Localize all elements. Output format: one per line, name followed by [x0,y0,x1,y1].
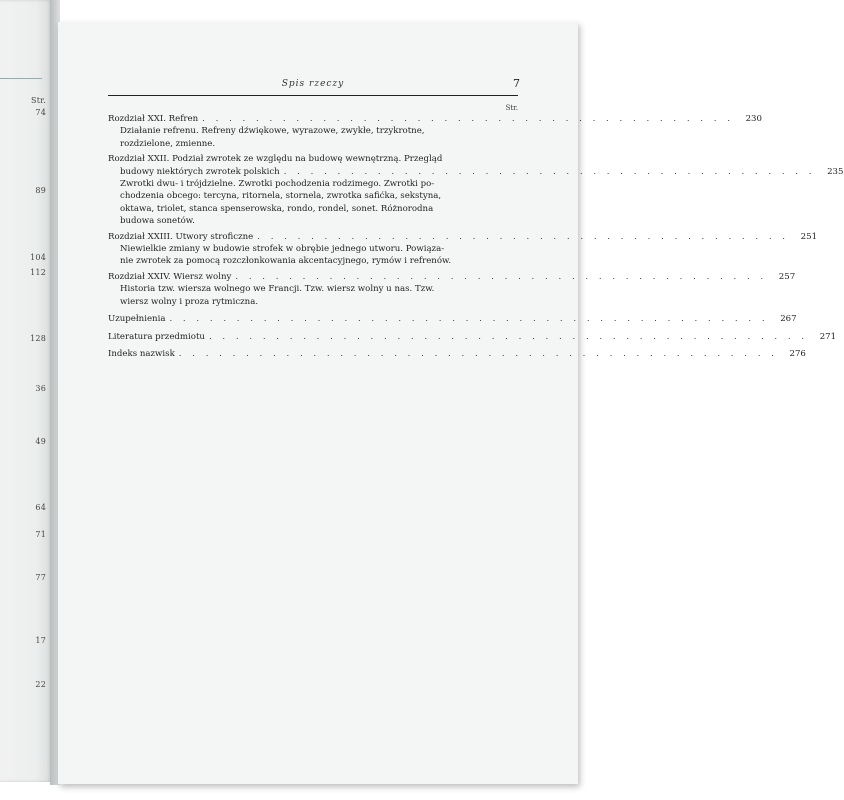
toc-entry-page: 251 [800,231,818,242]
table-of-contents [108,113,844,363]
toc-entry-page: 230 [745,114,762,124]
toc-entry-page: 267 [780,314,797,325]
description-line: budowa sonetów. [120,216,195,227]
description-line: nie zwrotek za pomocą rozczłonkowania akcentacyjnego, rymów i refrenów. [120,256,452,267]
left-page-edge [0,0,52,782]
description-line: Niewielkie zmiany w budowie strofek w obrębie jednego utworu. Powiąza- [120,244,445,255]
description-line: Zwrotki dwu- i trójdzielne. Zwrotki pochodzenia rodzimego. Zwrotki po- [120,179,435,190]
toc-entry [108,348,806,360]
page-column-label: Str. [505,104,518,112]
toc-entry-page: 271 [819,331,837,342]
left-page-number: 36 [35,384,46,393]
toc-entry-title: Rozdział XXI. Refren [108,114,199,124]
toc-entry-description [108,125,518,150]
left-page-number: 22 [35,680,46,689]
left-page-number: 128 [30,334,46,343]
toc-entry [108,113,762,150]
toc-entry [108,331,837,343]
left-page-number: 77 [35,573,46,582]
left-page-rule [0,78,42,79]
toc-entry-heading-first [108,153,518,165]
left-page-number: 49 [35,437,46,446]
toc-entry-title: Rozdział XXIV. Wiersz wolny [108,271,232,282]
leader-dots: . . . . . . . . . . . . . . . . . . . . . . . . . . . . . . . . . . . . . . . . [235,271,768,282]
toc-entry-heading [108,231,818,243]
toc-entry-heading [108,166,844,178]
toc-entry-title: Literatura przedmiotu [108,331,205,342]
left-page-number: 71 [35,530,46,539]
toc-entry-description [108,178,518,228]
toc-entry-heading [108,271,796,283]
description-line: oktawa, triolet, stanca spenserowska, rondo, rondel, sonet. Różnorodna [120,203,434,214]
toc-entry-title: Uzupełnienia [108,314,166,325]
header-title: Spis rzeczy [281,79,345,89]
running-header [108,79,518,96]
left-page-number: 112 [30,268,46,277]
header-page-number: 7 [513,77,520,90]
leader-dots: . . . . . . . . . . . . . . . . . . . . . . . . . . . . . . . . . . . . . . . . . . . . . [178,348,778,359]
description-line: Historia tzw. wiersza wolnego we Francji. Tzw. wiersz wolny u nas. Tzw. [120,284,435,295]
toc-entry-heading [108,113,762,125]
leader-dots: . . . . . . . . . . . . . . . . . . . . . . . . . . . . . . . . . . . . . . . . [283,166,816,177]
toc-entry-page: 276 [789,348,806,359]
toc-entry-heading [108,331,837,343]
leader-dots: . . . . . . . . . . . . . . . . . . . . . . . . . . . . . . . . . . . . . . . . [257,231,790,242]
toc-entry-page: 235 [827,166,844,177]
toc-entry [108,313,797,325]
toc-entry-description [108,283,518,308]
leader-dots: . . . . . . . . . . . . . . . . . . . . . . . . . . . . . . . . . . . . . . . . . . . . . [169,314,769,325]
left-page-number: 104 [30,253,46,262]
toc-entry-title: Indeks nazwisk [108,348,175,359]
toc-entry [108,231,818,268]
toc-entry [108,153,844,227]
leader-dots: . . . . . . . . . . . . . . . . . . . . . . . . . . . . . . . . . . . . . . . . . . . . . [208,331,809,342]
toc-entry-heading [108,348,806,360]
left-page-number: Str. [31,96,46,105]
right-page [58,22,844,784]
description-line: wiersz wolny i proza rytmiczna. [120,296,259,307]
description-line: Działanie refrenu. Refreny dźwiękowe, wyrazowe, zwykłe, trzykrotne, [120,126,425,137]
toc-entry-description [108,243,518,268]
left-page-number: 17 [35,636,46,645]
toc-entry-page: 257 [778,271,796,282]
toc-entry-title-first: Rozdział XXII. Podział zwrotek ze względu na budowę wewnętrzną. Przegląd [108,154,443,165]
left-page-number: 74 [35,108,46,117]
toc-entry [108,271,796,308]
toc-entry-title: Rozdział XXIII. Utwory stroficzne [108,231,254,242]
left-page-number: 64 [35,503,46,512]
leader-dots: . . . . . . . . . . . . . . . . . . . . . . . . . . . . . . . . . . . . . . . . [202,114,734,124]
left-page-number: 89 [35,186,46,195]
description-line: rozdzielone, zmienne. [120,138,216,149]
description-line: chodzenia obcego: tercyna, ritornela, stornela, zwrotka safićka, sekstyna, [120,191,442,202]
toc-entry-title: budowy niektórych zwrotek polskich [120,166,280,177]
toc-entry-heading [108,313,797,325]
